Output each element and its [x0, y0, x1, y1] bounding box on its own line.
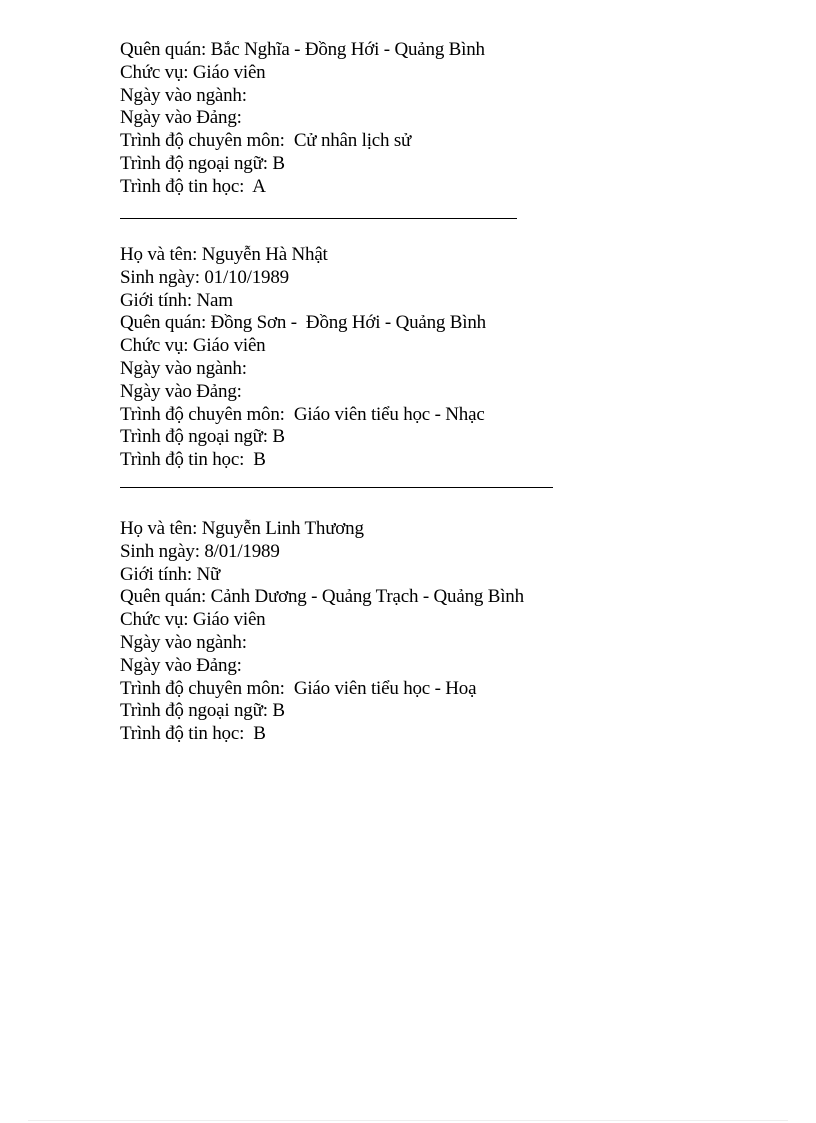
- hometown-line: Quên quán: Cảnh Dương - Quảng Trạch - Quảng Bình: [120, 586, 524, 608]
- professional-level-line: Trình độ chuyên môn: Cử nhân lịch sử: [120, 130, 412, 152]
- record-separator: [120, 218, 517, 219]
- gender-line: Giới tính: Nữ: [120, 563, 221, 585]
- position-line: Chức vụ: Giáo viên: [120, 335, 266, 357]
- position-line: Chức vụ: Giáo viên: [120, 61, 266, 83]
- full-name-line: Họ và tên: Nguyễn Linh Thương: [120, 518, 364, 539]
- position-line: Chức vụ: Giáo viên: [120, 609, 266, 631]
- foreign-language-level-line: Trình độ ngoại ngữ: B: [120, 426, 285, 448]
- birth-date-line: Sinh ngày: 01/10/1989: [120, 266, 289, 288]
- it-level-line: Trình độ tin học: A: [120, 175, 266, 197]
- it-level-line: Trình độ tin học: B: [120, 449, 266, 471]
- hometown-line: Quên quán: Bắc Nghĩa - Đồng Hới - Quảng Bình: [120, 39, 485, 60]
- industry-join-date-line: Ngày vào ngành:: [120, 631, 247, 653]
- staff-record-3: [120, 518, 524, 746]
- staff-record-1: [120, 39, 485, 199]
- foreign-language-level-line: Trình độ ngoại ngữ: B: [120, 700, 285, 722]
- full-name-line: Họ và tên: Nguyễn Hà Nhật: [120, 244, 328, 265]
- staff-record-2: [120, 244, 486, 472]
- page-bottom-edge: [28, 1120, 788, 1121]
- hometown-line: Quên quán: Đồng Sơn - Đồng Hới - Quảng Bình: [120, 312, 486, 334]
- industry-join-date-line: Ngày vào ngành:: [120, 357, 247, 379]
- gender-line: Giới tính: Nam: [120, 289, 233, 311]
- industry-join-date-line: Ngày vào ngành:: [120, 84, 247, 106]
- party-join-date-line: Ngày vào Đảng:: [120, 107, 242, 129]
- party-join-date-line: Ngày vào Đảng:: [120, 380, 242, 402]
- party-join-date-line: Ngày vào Đảng:: [120, 654, 242, 676]
- it-level-line: Trình độ tin học: B: [120, 723, 266, 745]
- foreign-language-level-line: Trình độ ngoại ngữ: B: [120, 152, 285, 174]
- professional-level-line: Trình độ chuyên môn: Giáo viên tiểu học - Hoạ: [120, 677, 477, 699]
- record-separator: [120, 487, 553, 488]
- birth-date-line: Sinh ngày: 8/01/1989: [120, 540, 280, 562]
- professional-level-line: Trình độ chuyên môn: Giáo viên tiểu học - Nhạc: [120, 403, 485, 425]
